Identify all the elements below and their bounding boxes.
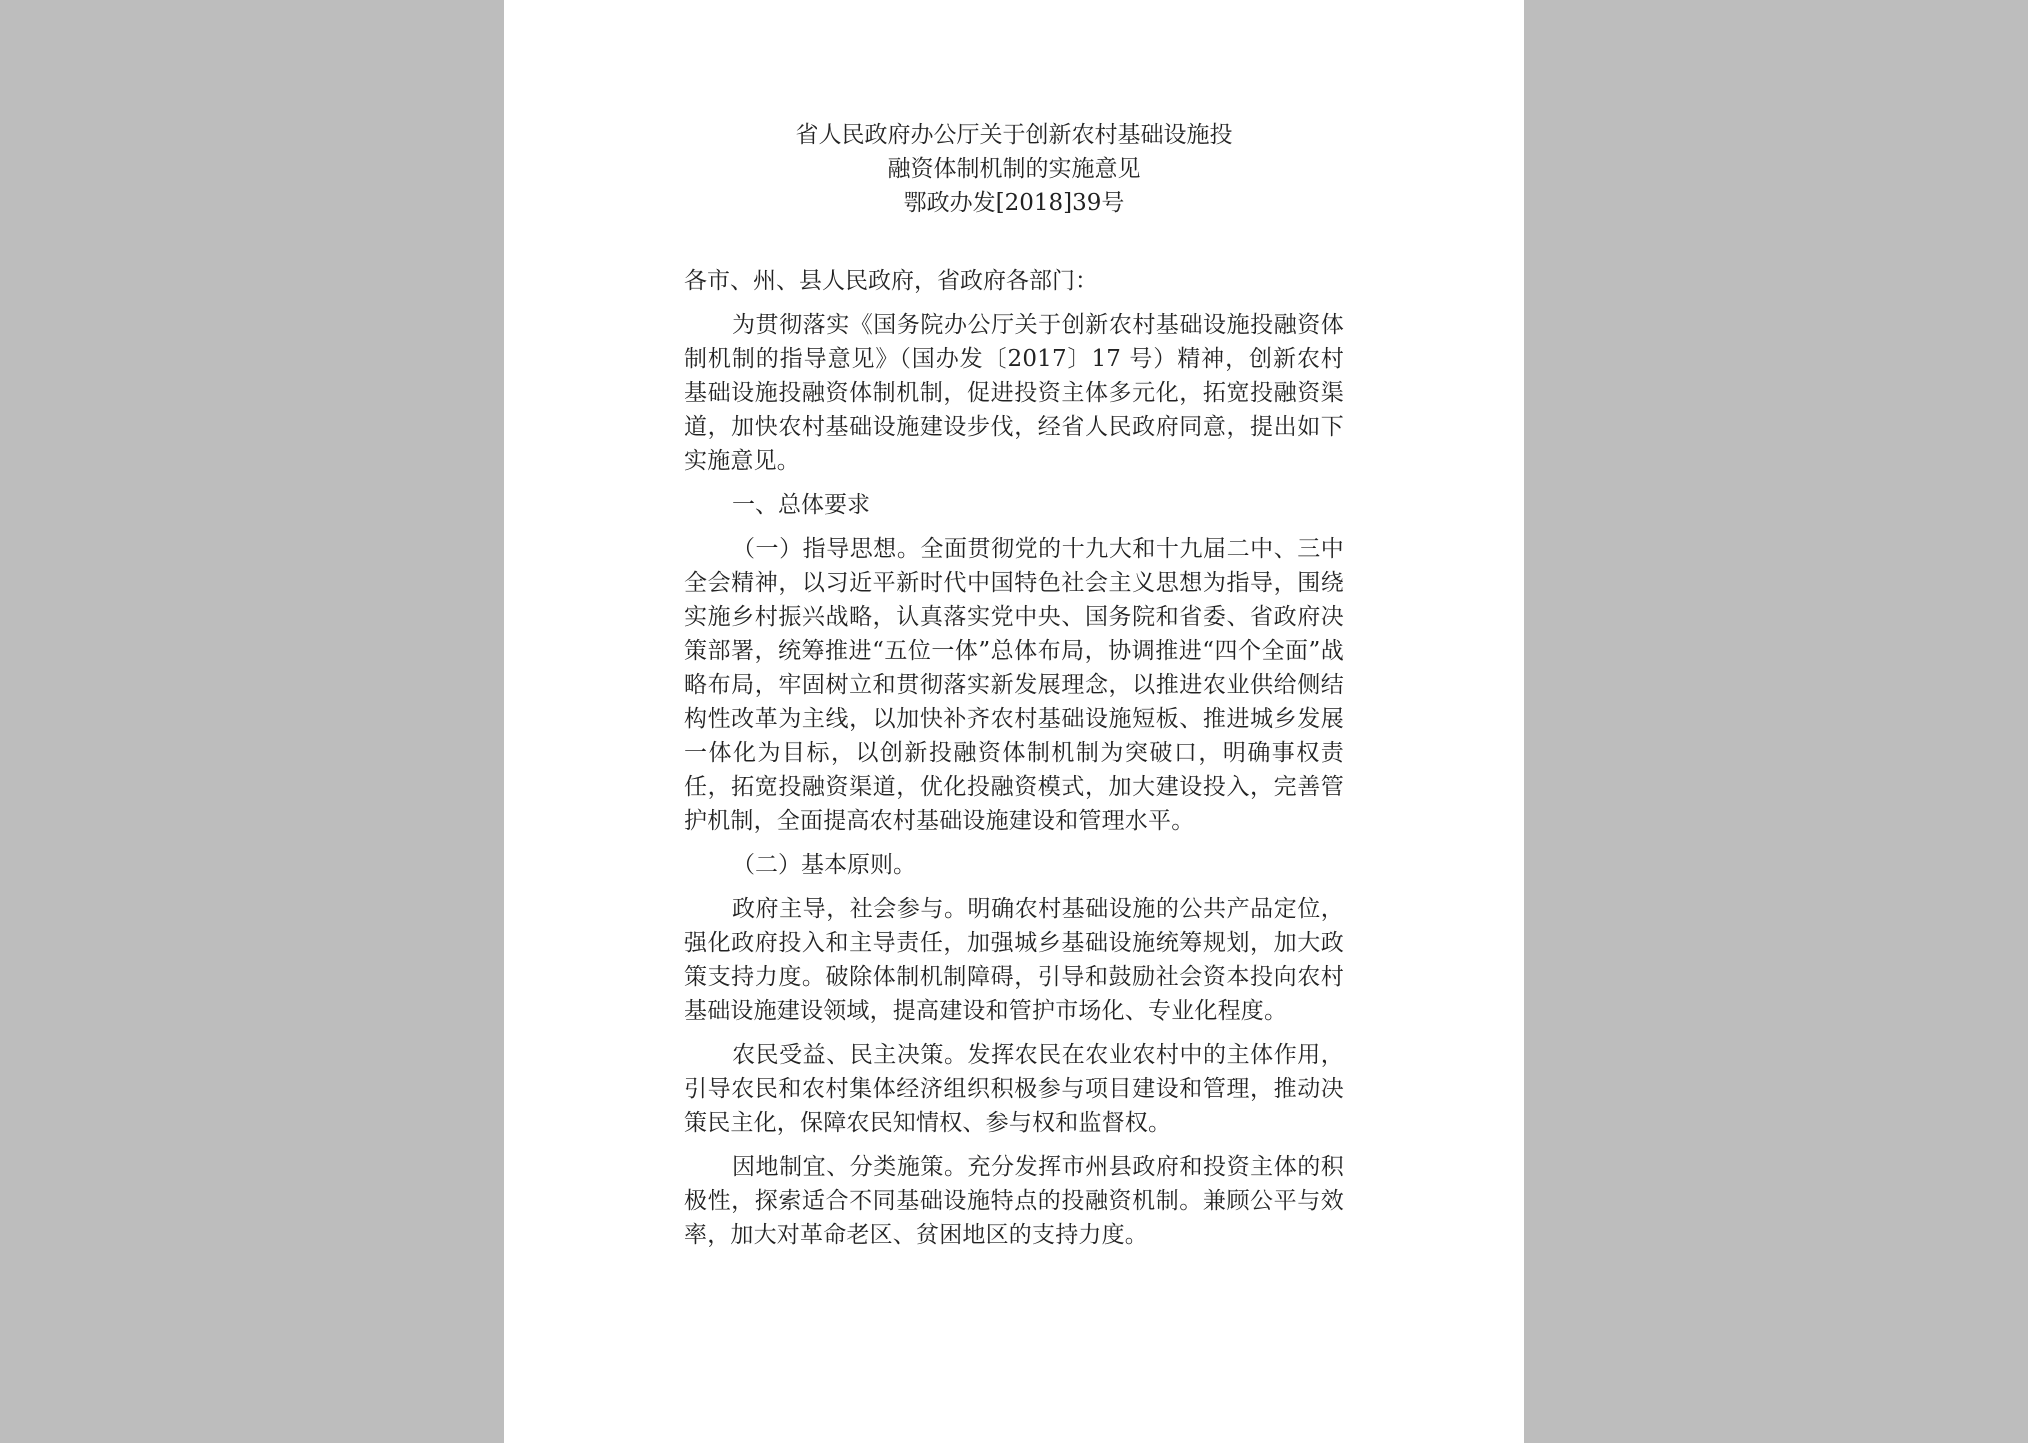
document-title <box>504 118 1524 220</box>
salutation: 各市、州、县人民政府，省政府各部门： <box>684 268 1098 294</box>
title-line-1: 省人民政府办公厅关于创新农村基础设施投 <box>795 122 1233 148</box>
section-heading-general-requirements: 一、总体要求 <box>732 492 870 518</box>
principle-paragraph: 农民受益、民主决策。发挥农民在农业农村中的主体作用，引导农民和农村集体经济组织积极参与项目建设和管理，推动决策民主化，保障农民知情权、参与权和监督权。 <box>684 1042 1344 1136</box>
principle-paragraph: 因地制宜、分类施策。充分发挥市州县政府和投资主体的积极性，探索适合不同基础设施特点的投融资机制。兼顾公平与效率，加大对革命老区、贫困地区的支持力度。 <box>684 1154 1344 1248</box>
intro-paragraph: 为贯彻落实《国务院办公厅关于创新农村基础设施投融资体制机制的指导意见》（国办发〔2017〕17 号）精神，创新农村基础设施投融资体制机制，促进投资主体多元化，拓宽投融资渠道，加快农村基础设施建设步伐，经省人民政府同意，提出如下实施意见。 <box>684 312 1344 474</box>
document-body <box>684 264 1344 1262</box>
basic-principles-heading: （二）基本原则。 <box>732 852 916 878</box>
title-line-2: 融资体制机制的实施意见 <box>887 156 1141 182</box>
document-number: 鄂政办发[2018]39号 <box>903 190 1125 216</box>
principle-paragraph: 政府主导，社会参与。明确农村基础设施的公共产品定位，强化政府投入和主导责任，加强城乡基础设施统筹规划，加大政策支持力度。破除体制机制障碍，引导和鼓励社会资本投向农村基础设施建设领域，提高建设和管护市场化、专业化程度。 <box>684 896 1344 1024</box>
document-page <box>504 0 1524 1443</box>
guiding-thought-paragraph: （一）指导思想。全面贯彻党的十九大和十九届二中、三中全会精神，以习近平新时代中国特色社会主义思想为指导，围绕实施乡村振兴战略，认真落实党中央、国务院和省委、省政府决策部署，统筹推进“五位一体”总体布局，协调推进“四个全面”战略布局，牢固树立和贯彻落实新发展理念，以推进农业供给侧结构性改革为主线，以加快补齐农村基础设施短板、推进城乡发展一体化为目标，以创新投融资体制机制为突破口，明确事权责任，拓宽投融资渠道，优化投融资模式，加大建设投入，完善管护机制，全面提高农村基础设施建设和管理水平。 <box>684 536 1344 834</box>
